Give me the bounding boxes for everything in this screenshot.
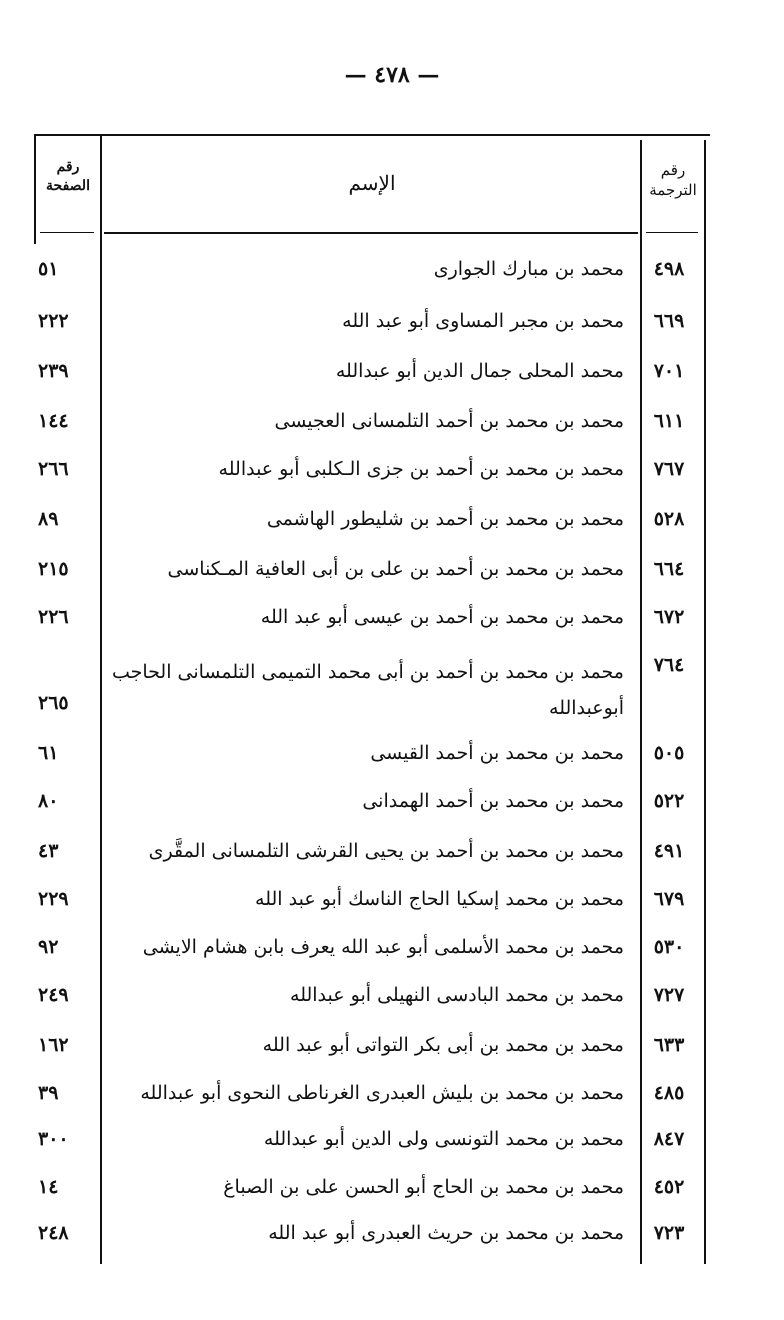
page-ref: ٩٢ [38,936,59,958]
person-name: محمد بن محمد بن أحمد بن شليطور الهاشمى [266,508,624,530]
page-ref: ٢١٥ [38,558,69,580]
page-ref: ٢٦٥ [38,692,69,714]
header-bottom-rule-right [646,232,698,233]
person-name: محمد بن محمد إسكيا الحاج الناسك أبو عبد الله [255,888,624,910]
entry-number: ٦٣٣ [653,1034,685,1056]
header-entry-number-line2: الترجمة [649,181,697,200]
page-ref: ٣٠٠ [38,1128,69,1150]
entry-number: ٤٩١ [653,840,685,862]
person-name: محمد بن محمد الأسلمى أبو عبد الله يعرف بابن هشام الايشى [142,936,624,958]
entry-number: ٥٣٠ [653,936,685,958]
person-name-line1: محمد بن محمد بن أحمد بن أبى محمد التميمى التلمسانى الحاجب [111,661,624,683]
header-page-number [36,158,100,196]
page-ref: ٤٣ [38,840,59,862]
entry-number: ٦٦٩ [653,310,685,332]
page-ref: ٢٣٩ [38,360,69,382]
person-name: محمد بن محمد بن أحمد بن يحيى القرشى التلمسانى المقَّرى [148,840,624,862]
person-name-line2: أبوعبدالله [549,697,624,719]
person-name: محمد بن محمد البادسى النهيلى أبو عبدالله [290,984,624,1006]
entry-number: ٦٦٤ [653,558,685,580]
page-ref: ٦١ [38,742,59,764]
person-name [84,654,624,726]
entry-number: ٨٤٧ [653,1128,685,1150]
person-name: محمد بن محمد بن أحمد بن جزى الـكلبى أبو عبدالله [218,458,624,480]
entry-number: ٦٧٢ [653,606,685,628]
page-ref: ٨٩ [38,508,59,530]
entry-number: ٧٦٤ [653,654,685,676]
entry-number: ٧٠١ [653,360,685,382]
entry-number: ٥٠٥ [653,742,685,764]
entry-number: ٧٦٧ [653,458,685,480]
person-name: محمد بن محمد بن بليش العبدرى الغرناطى النحوى أبو عبدالله [140,1082,624,1104]
person-name: محمد بن محمد بن أبى بكر التواتى أبو عبد الله [262,1034,624,1056]
page-number: — ٤٧٨ — [344,62,440,88]
person-name: محمد بن محمد بن أحمد القيسى [370,742,624,764]
page-ref: ٢٤٩ [38,984,69,1006]
header-page-line1: رقم [56,159,80,175]
person-name: محمد بن محمد بن الحاج أبو الحسن على بن الصباغ [223,1176,624,1198]
entry-number: ٧٢٧ [653,984,685,1006]
person-name: محمد بن محمد بن أحمد بن على بن أبى العافية المـكناسى [167,558,624,580]
person-name: محمد المحلى جمال الدين أبو عبدالله [335,360,624,382]
page-ref: ١٤ [38,1176,59,1198]
entry-number: ٧٢٣ [653,1222,685,1244]
person-name: محمد بن محمد بن أحمد بن عيسى أبو عبد الله [260,606,624,628]
page-ref: ٢٤٨ [38,1222,69,1244]
person-name: محمد بن محمد بن أحمد الهمدانى [362,790,624,812]
header-entry-number [642,160,704,201]
page-ref: ٢٢٩ [38,888,69,910]
right-outer-rule [704,140,706,1264]
page-ref: ١٤٤ [38,410,69,432]
page-ref: ٢٢٦ [38,606,69,628]
person-name: محمد بن محمد بن حريث العبدرى أبو عبد الله [268,1222,624,1244]
entry-number: ٦٧٩ [653,888,685,910]
entry-number: ٤٩٨ [653,258,685,280]
header-bottom-rule-left [40,232,94,233]
page-ref: ١٦٢ [38,1034,69,1056]
header-page-line2: الصفحة [46,177,90,194]
header-entry-number-line1: رقم [660,161,686,179]
header-bottom-rule [104,232,638,234]
entry-number: ٤٥٢ [653,1176,685,1198]
entry-number: ٦١١ [653,410,685,432]
header-name: الإسم [348,171,396,195]
person-name: محمد بن محمد التونسى ولى الدين أبو عبدالله [263,1128,624,1150]
entry-number: ٥٢٨ [653,508,685,530]
entry-number: ٤٨٥ [653,1082,685,1104]
page-ref: ٢٢٢ [38,310,69,332]
person-name: محمد بن محمد بن أحمد التلمسانى العجيسى [274,410,624,432]
table-top-rule [34,134,710,136]
page-ref: ٢٦٦ [38,458,69,480]
page-ref: ٣٩ [38,1082,59,1104]
person-name: محمد بن مجبر المساوى أبو عبد الله [342,310,624,332]
page-ref: ٥١ [38,258,59,280]
person-name: محمد بن مبارك الجوارى [433,258,624,280]
page-ref: ٨٠ [38,790,59,812]
entry-number: ٥٢٢ [653,790,685,812]
